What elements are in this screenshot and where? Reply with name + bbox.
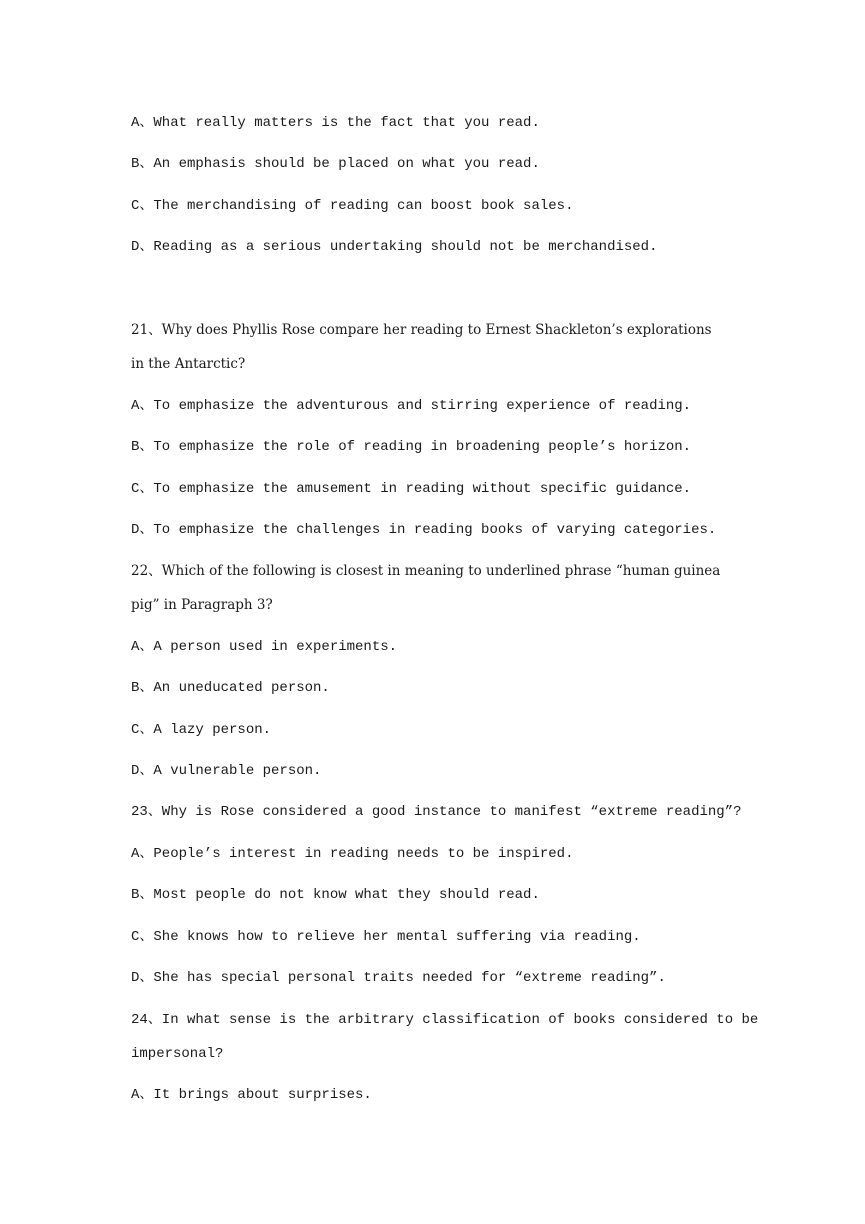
q21-option-c: C、To emphasize the amusement in reading without specific guidance. [131,481,692,497]
q22-option-a: A、A person used in experiments. [131,639,398,655]
q22-option-d: D、A vulnerable person. [131,763,322,779]
q20-option-a: A、What really matters is the fact that you read. [131,115,540,131]
q24-option-a: A、It brings about surprises. [131,1087,372,1103]
q24-stem-continued: impersonal? [131,1046,224,1062]
q22-option-b: B、An uneducated person. [131,680,330,696]
q24-stem: 24、In what sense is the arbitrary classification of books considered to be [131,1012,759,1028]
q23-option-c: C、She knows how to relieve her mental suffering via reading. [131,929,641,945]
q23-stem: 23、Why is Rose considered a good instance to manifest “extreme reading”? [131,804,742,820]
q22-option-c: C、A lazy person. [131,722,272,738]
q21-stem-continued: in the Antarctic? [131,356,246,372]
q20-option-b: B、An emphasis should be placed on what you read. [131,156,540,172]
q21-option-b: B、To emphasize the role of reading in broadening people’s horizon. [131,439,692,455]
q22-stem: 22、Which of the following is closest in meaning to underlined phrase “human guinea [131,563,721,579]
q22-stem-continued: pig” in Paragraph 3? [131,597,273,613]
q23-option-a: A、People’s interest in reading needs to be inspired. [131,846,574,862]
q23-option-b: B、Most people do not know what they should read. [131,887,540,903]
q21-stem: 21、Why does Phyllis Rose compare her reading to Ernest Shackleton’s explorations [131,322,712,338]
q23-option-d: D、She has special personal traits needed for “extreme reading”. [131,970,666,986]
q21-option-d: D、To emphasize the challenges in reading books of varying categories. [131,522,717,538]
q20-option-c: C、The merchandising of reading can boost book sales. [131,198,574,214]
q20-option-d: D、Reading as a serious undertaking should not be merchandised. [131,239,658,255]
q21-option-a: A、To emphasize the adventurous and stirring experience of reading. [131,398,692,414]
